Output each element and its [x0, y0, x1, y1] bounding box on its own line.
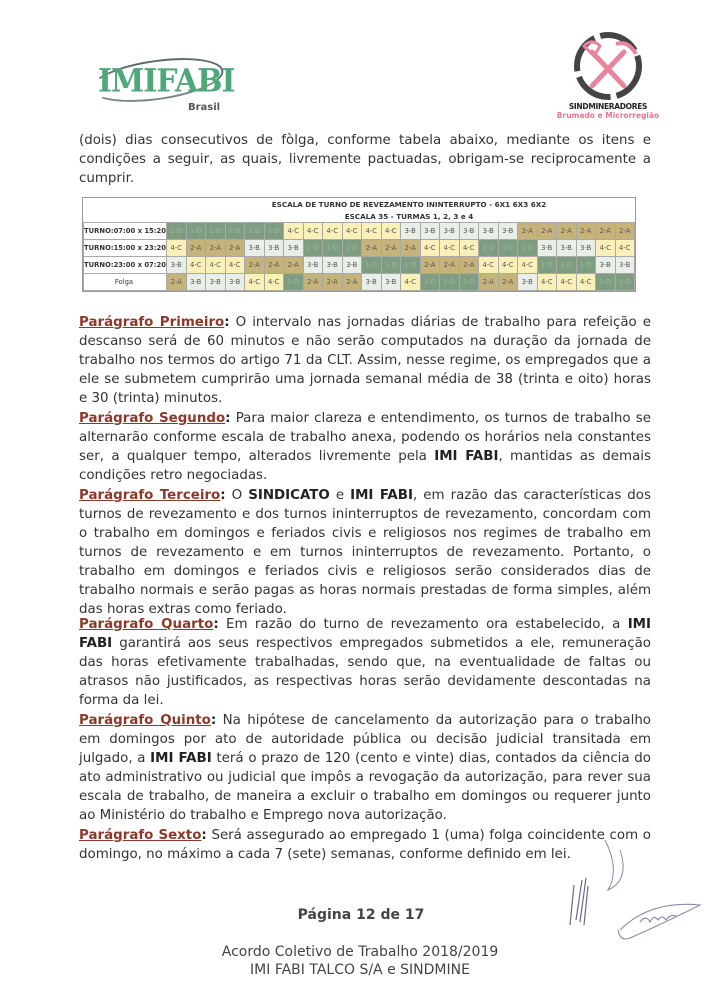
schedule-cell: 1-D: [206, 223, 226, 240]
paragraph-quinto: [79, 711, 651, 825]
schedule-cell: 2-A: [225, 240, 245, 257]
schedule-row: [84, 240, 635, 257]
schedule-cell: 2-A: [167, 274, 187, 291]
schedule-cell: 3-B: [557, 240, 577, 257]
schedule-cell: 3-B: [303, 257, 323, 274]
schedule-cell: 1-D: [615, 274, 635, 291]
imifabi-logo: [92, 58, 235, 118]
schedule-cell: 4-C: [596, 240, 616, 257]
footer-parties: IMI FABI TALCO S/A e SINDMINE: [250, 962, 470, 978]
schedule-cell: 3-B: [576, 240, 596, 257]
paragraph-text: , mantidas as demais condições retro negociadas.: [79, 449, 651, 483]
schedule-cell: 3-B: [206, 274, 226, 291]
schedule-cell: 1-D: [225, 223, 245, 240]
schedule-cell: 4-C: [459, 240, 479, 257]
schedule-cell: 4-C: [518, 257, 538, 274]
schedule-row: [84, 257, 635, 274]
logo-sub-text: Brasil: [188, 102, 221, 113]
schedule-cell: 3-B: [381, 274, 401, 291]
paragraph-quarto: [79, 615, 651, 710]
intro-paragraph: (dois) dias consecutivos de fòlga, conforme tabela abaixo, mediante os itens e condições a seguir, as quais, livremente pactuadas, obrigam-se reciprocamente a cumprir.: [79, 133, 651, 186]
schedule-row-label: TURNO:23:00 x 07:20: [84, 257, 167, 274]
schedule-cell: 1-D: [303, 240, 323, 257]
schedule-cell: 1-D: [245, 223, 265, 240]
paragraph-text: Para maior clareza e entendimento, os turnos de trabalho se alternarão conforme escala de trabalho anexa, podendo os horários nela constantes ser, a qualquer tempo, alterados livremente pela: [79, 411, 651, 464]
schedule-cell: 2-A: [557, 223, 577, 240]
schedule-cell: 3-B: [596, 257, 616, 274]
schedule-cell: 2-A: [498, 274, 518, 291]
schedule-cell: 3-B: [264, 240, 284, 257]
logo-brand-text: IMIFABI: [98, 63, 235, 100]
schedule-cell: 2-A: [245, 257, 265, 274]
schedule-row: [84, 223, 635, 240]
paragraph-text: e: [329, 488, 351, 503]
schedule-cell: 1-D: [459, 274, 479, 291]
schedule-cell: 4-C: [479, 257, 499, 274]
schedule-cell: 1-D: [537, 257, 557, 274]
schedule-cell: 3-B: [186, 274, 206, 291]
schedule-row-label: Folga: [84, 274, 167, 291]
paragraph-title-colon: :: [213, 617, 219, 632]
bold-entity: IMI FABI: [150, 751, 212, 766]
schedule-cell: 1-D: [167, 223, 187, 240]
paragraph-primeiro: [79, 313, 651, 408]
paragraph-title: Parágrafo Segundo: [79, 411, 226, 426]
paragraph-text: Em razão do turno de revezamento ora estabelecido, a: [218, 617, 628, 632]
schedule-cell: 3-B: [440, 223, 460, 240]
paragraph-title-colon: :: [220, 488, 226, 503]
paragraph-title: Parágrafo Quinto: [79, 713, 211, 728]
union-name: SINDMINERADORES: [568, 102, 648, 111]
paragraph-text: O intervalo nas jornadas diárias de trabalho para refeição e descanso será de 60 minutos e não serão computados na duração da jornada de trabalho nos termos do artigo 71 da CLT. Assim, nesse regime, os empregados que a ele se submetem cumprirão uma jornada semanal média de 38 (trinta e oito) horas e 30 (trinta) minutos.: [79, 315, 651, 406]
schedule-cell: 4-C: [440, 240, 460, 257]
schedule-cell: 3-B: [225, 274, 245, 291]
schedule-cell: 2-A: [420, 257, 440, 274]
schedule-row: [84, 274, 635, 291]
schedule-grid: [83, 222, 635, 291]
paragraph-segundo: [79, 409, 651, 485]
schedule-cell: 3-B: [615, 257, 635, 274]
paragraph-title: Parágrafo Terceiro: [79, 488, 221, 503]
schedule-cell: 3-B: [245, 240, 265, 257]
bold-entity: IMI FABI: [350, 488, 413, 503]
schedule-cell: 1-D: [498, 240, 518, 257]
schedule-cell: 3-B: [323, 257, 343, 274]
schedule-row-label: TURNO:15:00 x 23:20: [84, 240, 167, 257]
paragraph-title: Parágrafo Sexto: [79, 828, 202, 843]
schedule-cell: 3-B: [342, 257, 362, 274]
paragraph-text: Na hipótese de cancelamento da autorização para o trabalho em domingos por ato de autoridade pública ou decisão judicial transitada em julgado, a: [79, 713, 651, 766]
schedule-cell: 1-D: [518, 240, 538, 257]
signature-marks: [560, 830, 710, 950]
schedule-cell: 4-C: [498, 257, 518, 274]
schedule-cell: 4-C: [206, 257, 226, 274]
schedule-cell: 3-B: [537, 240, 557, 257]
schedule-cell: 2-A: [518, 223, 538, 240]
pickaxe-shovel-icon: [562, 30, 654, 102]
paragraph-title-colon: :: [225, 411, 231, 426]
schedule-cell: 4-C: [401, 274, 421, 291]
schedule-cell: 2-A: [186, 240, 206, 257]
schedule-cell: 2-A: [401, 240, 421, 257]
bold-entity: IMI FABI: [79, 617, 651, 651]
paragraph-title: Parágrafo Primeiro: [79, 315, 225, 330]
schedule-cell: 4-C: [264, 274, 284, 291]
schedule-cell: 1-D: [401, 257, 421, 274]
schedule-cell: 3-B: [498, 223, 518, 240]
paragraph-title: Parágrafo Quarto: [79, 617, 214, 632]
schedule-cell: 2-A: [440, 257, 460, 274]
schedule-cell: 2-A: [323, 274, 343, 291]
schedule-cell: 3-B: [284, 240, 304, 257]
schedule-cell: 4-C: [420, 240, 440, 257]
union-region: Brumado e Microrregião: [556, 111, 660, 120]
schedule-cell: 4-C: [381, 223, 401, 240]
schedule-cell: 2-A: [284, 257, 304, 274]
bold-entity: SINDICATO: [248, 488, 330, 503]
schedule-cell: 1-D: [440, 274, 460, 291]
schedule-cell: 1-D: [186, 223, 206, 240]
bold-entity: IMI FABI: [434, 449, 499, 464]
schedule-cell: 2-A: [537, 223, 557, 240]
schedule-cell: 4-C: [576, 274, 596, 291]
paragraph-title-colon: :: [201, 828, 207, 843]
schedule-cell: 2-A: [576, 223, 596, 240]
paragraph-text: O: [225, 488, 249, 503]
schedule-cell: 2-A: [342, 274, 362, 291]
schedule-cell: 3-B: [479, 223, 499, 240]
schedule-cell: 1-D: [420, 274, 440, 291]
schedule-cell: 1-D: [284, 274, 304, 291]
schedule-cell: 4-C: [557, 274, 577, 291]
schedule-cell: 4-C: [323, 223, 343, 240]
schedule-cell: 4-C: [186, 257, 206, 274]
schedule-cell: 2-A: [206, 240, 226, 257]
schedule-cell: 4-C: [167, 240, 187, 257]
schedule-cell: 3-B: [518, 274, 538, 291]
sindmineradores-logo: [548, 30, 668, 130]
schedule-cell: 2-A: [615, 223, 635, 240]
schedule-title: ESCALA DE TURNO DE REVEZAMENTO ININTERRUPTO - 6X1 6X3 6X2: [271, 200, 547, 209]
schedule-cell: 4-C: [615, 240, 635, 257]
schedule-cell: 1-D: [596, 274, 616, 291]
schedule-subtitle: ESCALA 35 - TURMAS 1, 2, 3 e 4: [344, 212, 474, 221]
paragraph-title-colon: :: [224, 315, 230, 330]
shift-schedule-table: [82, 197, 636, 292]
paragraph-text: Será assegurado ao empregado 1 (uma) folga coincidente com o domingo, no máximo a cada 7 (sete) semanas, conforme definido em lei.: [79, 828, 652, 862]
schedule-cell: 1-D: [264, 223, 284, 240]
schedule-row-label: TURNO:07:00 x 15:20: [84, 223, 167, 240]
footer-agreement-title: Acordo Coletivo de Trabalho 2018/2019: [221, 944, 499, 960]
page-number: Página 12 de 17: [297, 907, 425, 923]
schedule-cell: 3-B: [362, 274, 382, 291]
schedule-cell: 2-A: [479, 274, 499, 291]
paragraph-text: terá o prazo de 120 (cento e vinte) dias, contados da ciência do ato administrativo ou judicial que impôs a revogação da autorização, para rever sua escala de trabalho, de maneira a excluir o trabalho em domingos ou requerer junto ao Ministério do trabalho e Emprego nova autorização.: [79, 751, 651, 823]
schedule-cell: 3-B: [420, 223, 440, 240]
schedule-cell: 1-D: [342, 240, 362, 257]
schedule-cell: 2-A: [459, 257, 479, 274]
schedule-cell: 1-D: [479, 240, 499, 257]
schedule-cell: 2-A: [264, 257, 284, 274]
paragraph-terceiro: [79, 486, 651, 619]
schedule-cell: 2-A: [596, 223, 616, 240]
schedule-cell: 1-D: [362, 257, 382, 274]
paragraph-text: , em razão das características dos turnos de revezamento e dos turnos ininterruptos de revezamento, concordam com o trabalho em domingos e feriados civis e religiosos nos regimes de trabalho em turnos de revezamento e em turnos ininterruptos de revezamento. Portanto, o trabalho em domingos e feriados civis e religiosos serão considerados dias de trabalho normais e serão pagas as horas normais prestadas de forma simples, além das horas extras como feriado.: [79, 488, 651, 617]
schedule-cell: 3-B: [167, 257, 187, 274]
schedule-cell: 4-C: [362, 223, 382, 240]
schedule-cell: 4-C: [284, 223, 304, 240]
schedule-cell: 2-A: [303, 274, 323, 291]
schedule-cell: 4-C: [537, 274, 557, 291]
schedule-cell: 1-D: [323, 240, 343, 257]
schedule-cell: 4-C: [225, 257, 245, 274]
paragraph-text: garantirá aos seus respectivos empregados submetidos a ele, remuneração das horas efetivamente trabalhadas, sendo que, na eventualidade de faltas ou atrasos não justificados, as respectivas horas serão devidamente descontadas na forma da lei.: [79, 636, 651, 708]
schedule-cell: 3-B: [459, 223, 479, 240]
schedule-cell: 4-C: [342, 223, 362, 240]
schedule-cell: 1-D: [381, 257, 401, 274]
schedule-cell: 4-C: [245, 274, 265, 291]
schedule-cell: 3-B: [401, 223, 421, 240]
schedule-cell: 1-D: [557, 257, 577, 274]
paragraph-title-colon: :: [210, 713, 217, 728]
schedule-cell: 1-D: [576, 257, 596, 274]
schedule-cell: 2-A: [381, 240, 401, 257]
schedule-cell: 4-C: [303, 223, 323, 240]
schedule-cell: 2-A: [362, 240, 382, 257]
